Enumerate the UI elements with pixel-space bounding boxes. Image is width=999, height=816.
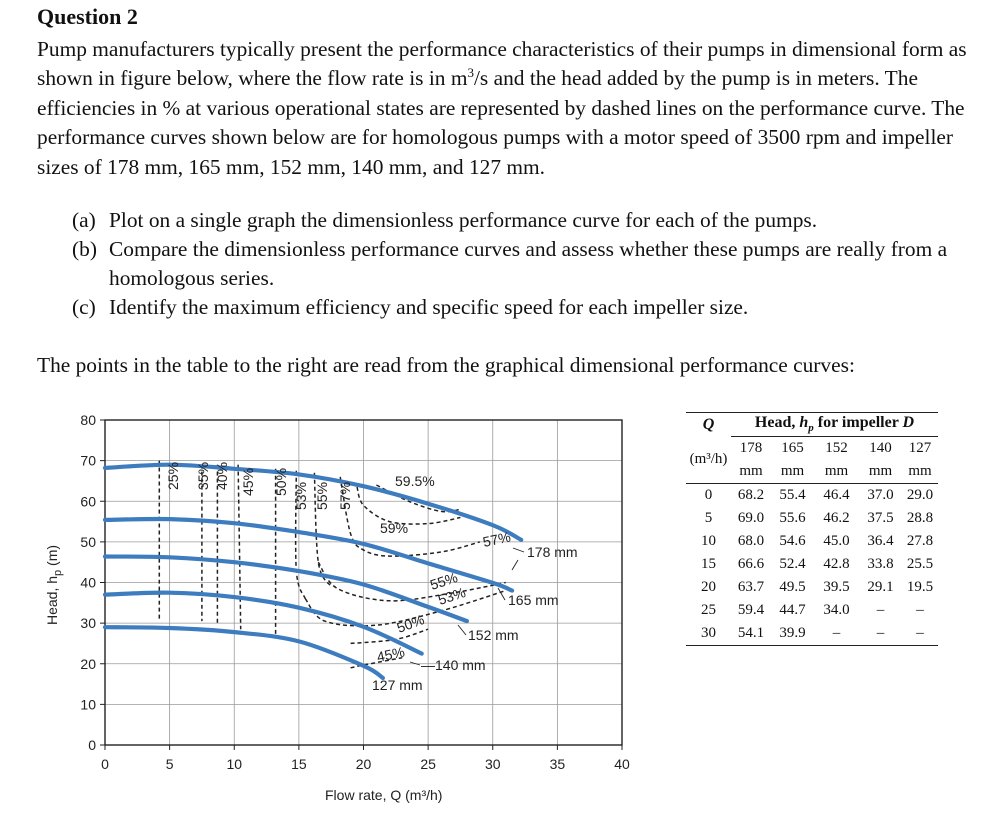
chart-annotation: 45%	[240, 467, 256, 496]
x-tick-label: 0	[101, 756, 109, 772]
chart-annotation: 59%	[380, 520, 409, 536]
head-value: 55.4	[771, 484, 814, 508]
q-header: Q	[686, 413, 731, 437]
chart-annotation: 165 mm	[508, 592, 559, 608]
annotation-leader	[513, 548, 524, 552]
part-c	[72, 293, 972, 322]
y-tick-label: 0	[88, 737, 96, 753]
head-value: 55.6	[779, 510, 806, 526]
head-value: 29.1	[867, 579, 894, 595]
diameter-unit: mm	[868, 463, 893, 479]
part-text: Compare the dimensionless performance curves and assess whether these pumps are really from a homologous series.	[109, 237, 948, 290]
intro-text-part1: Pump manufacturers typically present the performance characteristics of their pumps in dimensional form as shown in figure below, where the flow rate is in m	[37, 37, 967, 91]
head-value: 46.2	[823, 510, 850, 526]
chart-annotation: 40%	[214, 461, 230, 490]
chart-annotation: 152 mm	[468, 627, 519, 643]
intro-text-part2: /s and the head added by the pump is in meters. The efficiencies in % at various operational states are represented by dashed lines on the performance curve. The performance curves shown below are for homologous pumps with a motor speed of 3500 rpm and impeller sizes of 178 mm, 165 mm, 152 mm, 140 mm, and 127 mm.	[37, 66, 965, 179]
chart-annotation: 57%	[337, 481, 353, 510]
head-value: 46.4	[814, 484, 859, 508]
x-axis-label: Flow rate, Q (m³/h)	[325, 787, 443, 803]
diameter-unit: mm	[780, 463, 805, 479]
head-value: –	[902, 622, 938, 646]
y-tick-label: 30	[80, 615, 96, 632]
head-value: –	[876, 602, 885, 618]
head-value: 44.7	[779, 602, 806, 618]
x-tick-label: 10	[226, 756, 243, 772]
table-row	[686, 599, 938, 622]
chart-annotation: 178 mm	[527, 544, 578, 560]
head-value: 52.4	[779, 556, 806, 572]
x-tick-label: 30	[484, 756, 501, 772]
head-value: 33.8	[867, 556, 894, 572]
head-value: 54.6	[779, 533, 806, 549]
head-value: –	[916, 602, 924, 618]
table-row	[686, 484, 938, 508]
y-tick-label: 60	[80, 493, 96, 510]
head-value: 63.7	[737, 579, 765, 595]
y-tick-label: 80	[80, 412, 96, 428]
head-value: 34.0	[823, 602, 850, 618]
diameter-value: 178	[731, 437, 771, 461]
part-label: (b)	[72, 237, 97, 261]
head-value: 68.0	[737, 533, 765, 549]
table-header-row	[686, 413, 938, 437]
chart-annotation: 25%	[165, 461, 181, 490]
diameter-unit: mm	[824, 463, 849, 479]
x-tick-label: 40	[614, 756, 630, 772]
head-value: 39.5	[823, 579, 850, 595]
annotation-leader	[458, 625, 466, 635]
question-parts	[72, 206, 972, 322]
head-data-table	[686, 412, 938, 646]
chart-annotation: 35%	[195, 461, 211, 490]
chart-annotation: 45%	[375, 643, 407, 665]
chart-annotation: 50%	[394, 611, 427, 636]
head-value: 29.0	[902, 484, 938, 508]
part-label: (c)	[72, 295, 96, 319]
table-row	[686, 530, 938, 553]
x-tick-label: 15	[291, 756, 307, 772]
y-tick-label: 50	[80, 533, 96, 550]
chart-annotation: 57%	[481, 528, 513, 550]
q-value: 0	[686, 484, 731, 508]
head-value: 28.8	[906, 510, 934, 526]
question-heading: Question 2	[37, 4, 138, 29]
diameter-unit: mm	[908, 463, 932, 479]
table-row	[686, 507, 938, 530]
chart-annotation: 55%	[314, 481, 330, 510]
head-value: 66.6	[737, 556, 765, 572]
annotation-leader	[512, 560, 518, 570]
part-text: Plot on a single graph the dimensionless performance curve for each of the pumps.	[109, 208, 818, 232]
table-row	[686, 576, 938, 599]
head-value: 37.0	[859, 484, 902, 508]
chart-annotation: —140 mm	[421, 657, 486, 673]
q-value: 5	[704, 510, 713, 526]
efficiency-lines	[159, 461, 505, 668]
x-tick-label: 25	[420, 756, 436, 772]
part-text: Identify the maximum efficiency and specific speed for each impeller size.	[109, 295, 749, 319]
x-tick-label: 20	[355, 756, 372, 772]
head-value: 68.2	[731, 484, 771, 508]
q-value: 25	[701, 602, 716, 618]
head-value: –	[859, 622, 902, 646]
head-value: 39.9	[771, 622, 814, 646]
diameter-row	[686, 437, 938, 461]
head-value: 42.8	[823, 556, 850, 572]
head-value: 59.4	[737, 602, 765, 618]
part-b	[72, 235, 972, 293]
y-tick-label: 40	[80, 574, 96, 591]
q-unit: (m³/h)	[689, 451, 728, 468]
chart-annotation: 50%	[273, 467, 289, 496]
part-a	[72, 206, 972, 235]
q-value: 10	[701, 533, 716, 549]
intro-superscript: 3	[467, 65, 474, 81]
chart-annotations	[165, 462, 578, 693]
y-tick-label: 10	[80, 696, 96, 713]
table-row	[686, 622, 938, 646]
head-value: 27.8	[906, 533, 934, 549]
head-value: 19.5	[906, 579, 934, 595]
head-value: 54.1	[731, 622, 771, 646]
table-lead-text: The points in the table to the right are read from the graphical dimensional performance curves:	[37, 353, 855, 377]
diameter-value: 165	[771, 437, 814, 461]
head-value: 37.5	[867, 510, 894, 526]
y-axis-label: Head, $h_p$ (m)	[44, 544, 64, 625]
head-header: Head, $h_p$ for impeller D	[731, 413, 938, 437]
chart-annotation: 59.5%	[395, 473, 435, 489]
chart-annotation: 53%	[293, 481, 309, 510]
x-tick-label: 35	[549, 756, 566, 772]
head-value: 45.0	[823, 533, 850, 549]
head-value: 36.4	[867, 533, 894, 549]
efficiency-line	[357, 487, 460, 524]
diameter-unit: mm	[739, 463, 763, 479]
diameter-value: 140	[859, 437, 902, 461]
head-value: 49.5	[779, 579, 806, 595]
q-value: 15	[701, 556, 716, 572]
head-curve-127mm	[105, 627, 383, 678]
diameter-value: 152	[814, 437, 859, 461]
chart-annotation: 55%	[427, 568, 460, 593]
y-tick-label: 20	[80, 655, 96, 672]
head-value: –	[814, 622, 859, 646]
y-tick-label: 70	[80, 452, 96, 469]
part-label: (a)	[72, 208, 96, 232]
chart-annotation: 53%	[435, 583, 468, 608]
x-tick-label: 5	[165, 756, 174, 772]
diameter-value: 127	[902, 437, 938, 461]
q-value: 20	[701, 579, 716, 595]
table-row	[686, 553, 938, 576]
q-value: 30	[686, 622, 731, 646]
pump-performance-chart	[0, 400, 660, 816]
annotation-leader	[498, 588, 505, 600]
head-value: 25.5	[906, 556, 934, 572]
chart-annotation: 127 mm	[372, 677, 423, 693]
head-value: 69.0	[737, 510, 765, 526]
question-intro	[37, 35, 982, 182]
